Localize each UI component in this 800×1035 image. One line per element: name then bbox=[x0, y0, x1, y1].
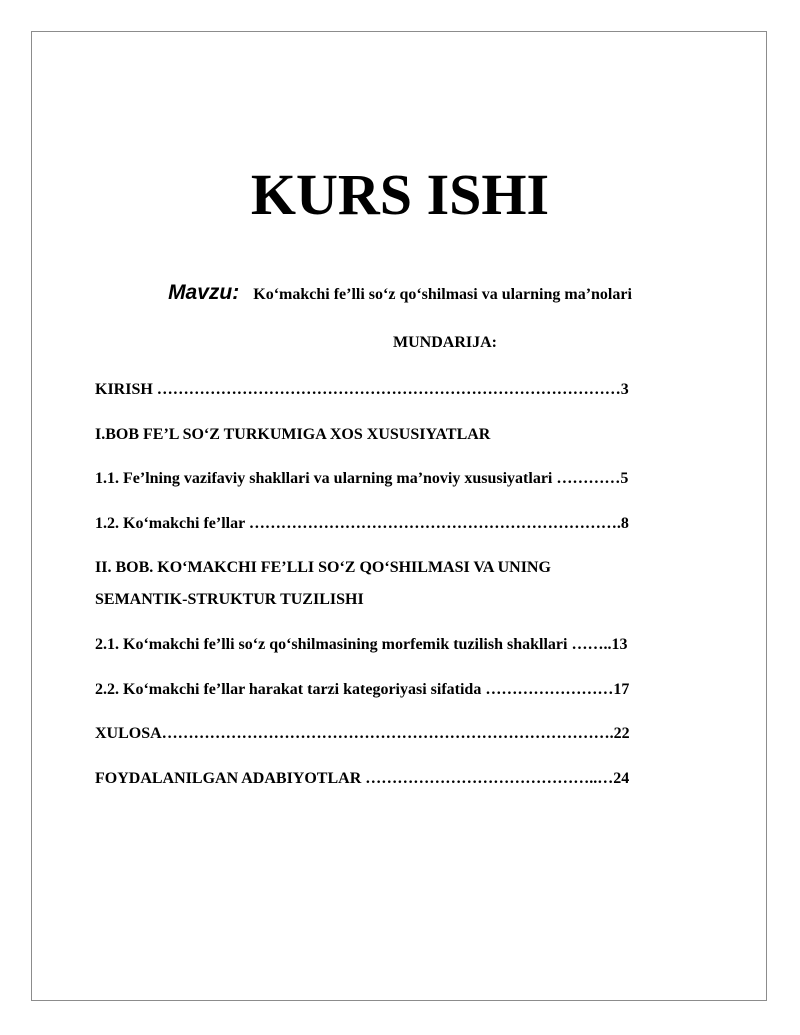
toc-heading: MUNDARIJA: bbox=[393, 334, 497, 351]
toc-entry-chapter-2-line-2: SEMANTIK-STRUKTUR TUZILISHI bbox=[95, 591, 364, 608]
toc-entry-xulosa: XULOSA………………………………………………………………………….22 bbox=[95, 725, 630, 742]
topic-text: Ko‘makchi fe’lli so‘z qo‘shilmasi va ularning ma’nolari bbox=[253, 286, 632, 303]
toc-entry-section-1-1: 1.1. Fe’lning vazifaviy shakllari va ularning ma’noviy xususiyatlari …………5 bbox=[95, 470, 629, 487]
topic-label: Mavzu: bbox=[168, 281, 240, 304]
toc-entry-kirish: KIRISH ……………………………………………………………………………3 bbox=[95, 381, 629, 398]
toc-entry-section-2-2: 2.2. Ko‘makchi fe’llar harakat tarzi kategoriyasi sifatida ……………………17 bbox=[95, 681, 630, 698]
toc-entry-chapter-1: I.BOB FE’L SO‘Z TURKUMIGA XOS XUSUSIYATLAR bbox=[95, 426, 491, 443]
toc-entry-references: FOYDALANILGAN ADABIYOTLAR ……………………………………..…24 bbox=[95, 770, 630, 787]
toc-entry-section-2-1: 2.1. Ko‘makchi fe’lli so‘z qo‘shilmasining morfemik tuzilish shakllari ……..13 bbox=[95, 636, 628, 653]
toc-entry-section-1-2: 1.2. Ko‘makchi fe’llar …………………………………………………………….8 bbox=[95, 515, 629, 532]
toc-entry-chapter-2-line-1: II. BOB. KO‘MAKCHI FE’LLI SO‘Z QO‘SHILMASI VA UNING bbox=[95, 559, 551, 576]
document-title: KURS ISHI bbox=[250, 162, 550, 227]
topic-line bbox=[0, 281, 800, 305]
